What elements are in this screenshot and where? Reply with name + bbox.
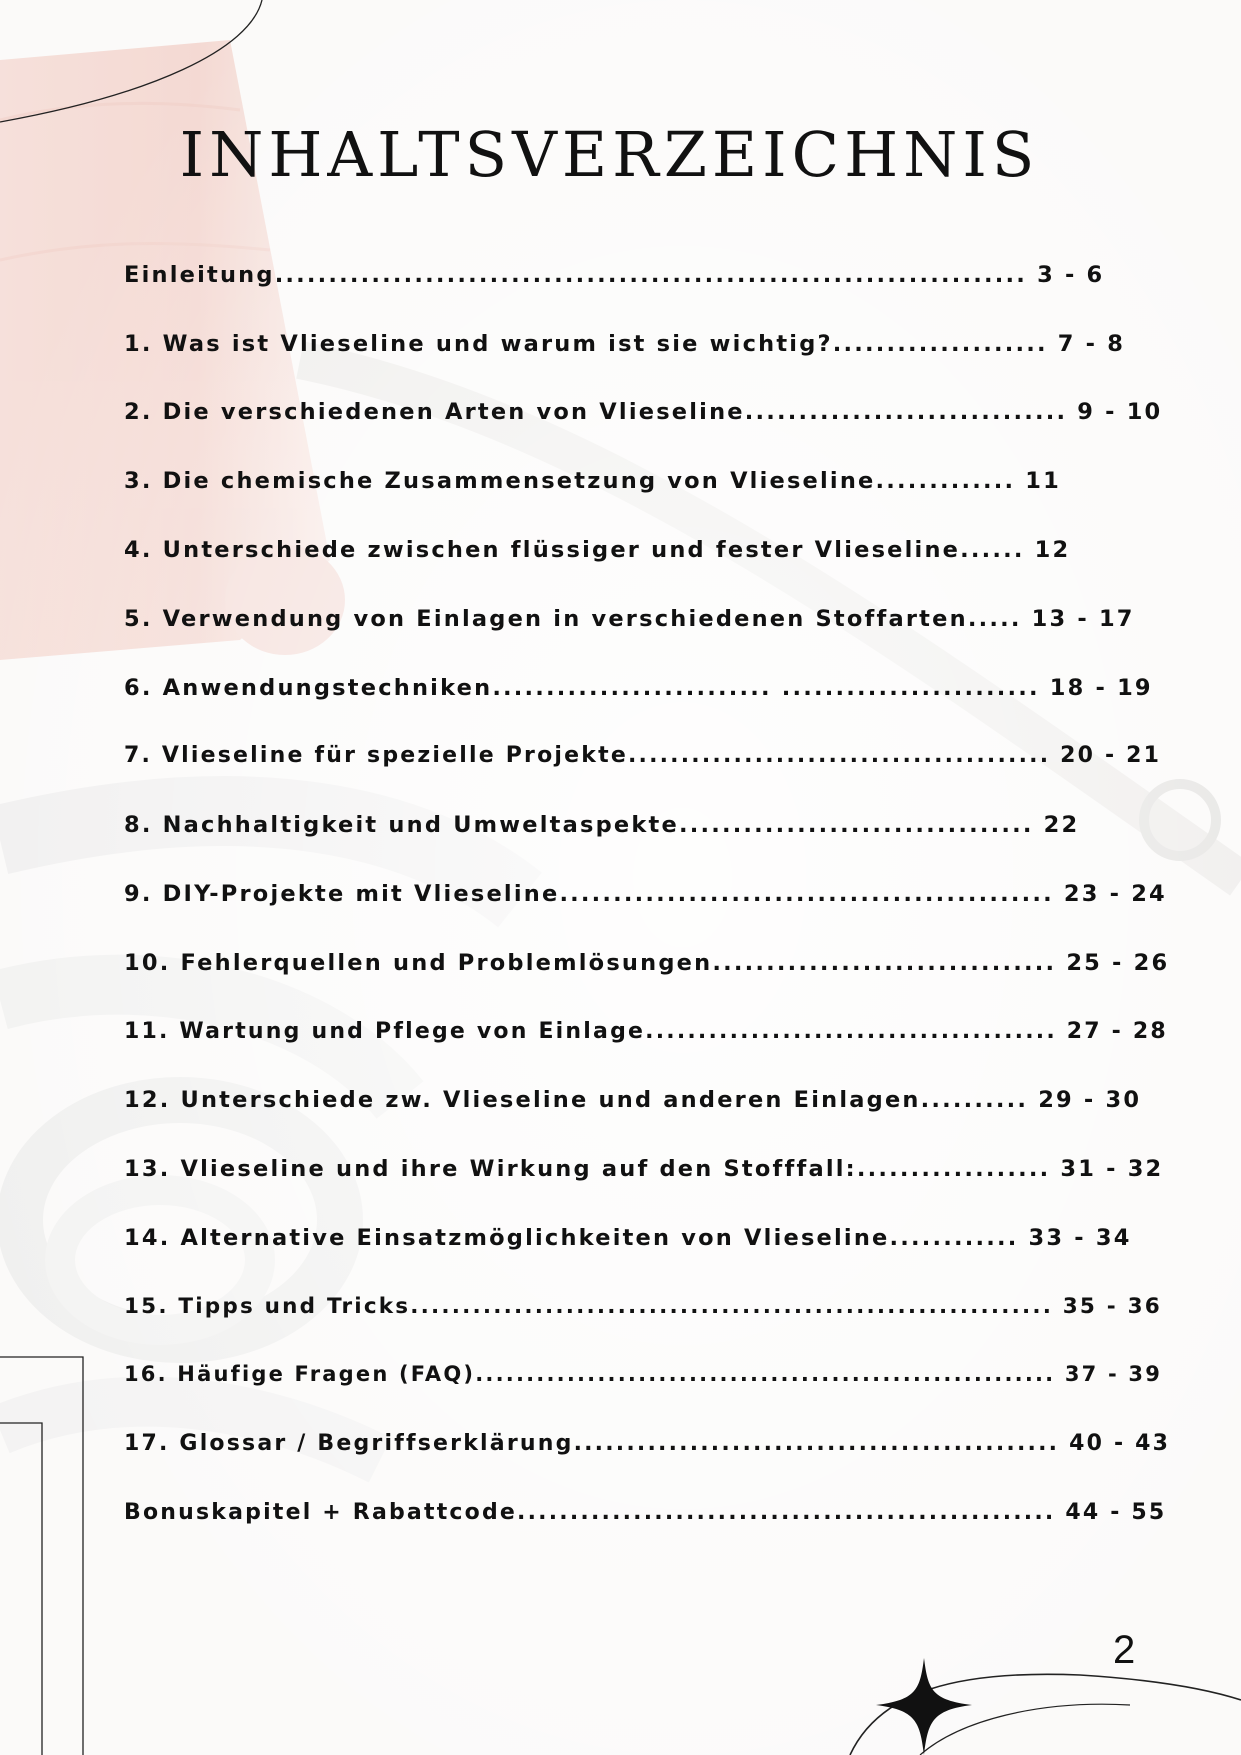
toc-entry-label: Bonuskapitel + Rabattcode [124, 1500, 518, 1525]
toc-entry-pages: 25 - 26 [1066, 950, 1170, 976]
toc-entry [124, 1019, 1168, 1044]
toc-entry-pages: 9 - 10 [1077, 399, 1163, 425]
toc-entry-label: 13. Vlieseline und ihre Wirkung auf den Stofffall: [124, 1156, 857, 1182]
toc-entry-label: 4. Unterschiede zwischen flüssiger und fester Vlieseline [124, 537, 961, 563]
toc-entry-label: 3. Die chemische Zusammensetzung von Vlieseline [124, 468, 876, 494]
toc-entry-label: 7. Vlieseline für spezielle Projekte [124, 743, 628, 768]
toc-entry-pages: 12 [1034, 537, 1071, 563]
toc-entry-pages: 7 - 8 [1057, 331, 1126, 357]
toc-entry-pages: 37 - 39 [1064, 1362, 1163, 1386]
toc-entry [124, 468, 1061, 494]
toc-entry-pages: 22 [1043, 812, 1080, 838]
toc-entry-leader: ............. [875, 468, 1016, 494]
toc-entry [124, 881, 1167, 907]
page-title: INHALTSVERZEICHNIS [179, 118, 1040, 191]
toc-entry-leader: ........................................ [627, 743, 1051, 768]
toc-entry-label: 14. Alternative Einsatzmöglichkeiten von Vlieseline [124, 1225, 890, 1251]
toc-entry-label: 12. Unterschiede zw. Vlieseline und anderen Einlagen [124, 1087, 921, 1113]
toc-entry-label: 6. Anwendungstechniken [124, 675, 493, 701]
toc-entry-pages: 18 - 19 [1049, 675, 1153, 701]
toc-entry-label: Einleitung [124, 262, 275, 288]
toc-entry-label: 8. Nachhaltigkeit und Umweltaspekte [124, 812, 679, 838]
toc-entry [124, 743, 1161, 768]
toc-entry-label: 16. Häufige Fragen (FAQ) [124, 1362, 476, 1386]
toc-entry [124, 1225, 1132, 1251]
toc-entry [124, 812, 1079, 838]
toc-entry-leader: .............................. [744, 399, 1068, 425]
toc-entry [124, 399, 1162, 425]
toc-entry-leader: .......... [920, 1087, 1029, 1113]
toc-entry-label: 5. Verwendung von Einlagen in verschiedenen Stoffarten [124, 606, 968, 632]
toc-entry-label: 1. Was ist Vlieseline und warum ist sie wichtig? [124, 331, 833, 357]
toc-entry-leader: ................................................... [517, 1500, 1056, 1525]
toc-entry-pages: 27 - 28 [1066, 1019, 1168, 1044]
toc-entry [124, 1294, 1162, 1319]
toc-entry-pages: 3 - 6 [1037, 262, 1105, 288]
toc-entry-label: 15. Tipps und Tricks [124, 1294, 411, 1319]
toc-entry [124, 1087, 1141, 1113]
toc-entry-leader: ......................................................... [475, 1362, 1056, 1386]
toc-entry-pages: 33 - 34 [1028, 1225, 1132, 1251]
toc-entry-pages: 20 - 21 [1060, 743, 1162, 768]
toc-entry-leader: ................................ [712, 950, 1057, 976]
toc-entry [124, 1431, 1170, 1456]
toc-entry-leader: ..... [967, 606, 1022, 632]
toc-entry-leader: .................. [856, 1156, 1051, 1182]
toc-entry-leader: ............ [889, 1225, 1019, 1251]
toc-entry [124, 675, 1153, 701]
toc-entry [124, 537, 1070, 563]
toc-entry-leader: ...................................................................... [274, 262, 1028, 288]
toc-entry-pages: 31 - 32 [1060, 1156, 1164, 1182]
toc-entry-leader: ....................................... [645, 1019, 1057, 1044]
toc-entry-pages: 40 - 43 [1069, 1431, 1171, 1456]
toc-entry-pages: 44 - 55 [1065, 1500, 1167, 1525]
toc-entry-leader: .............................................. [559, 881, 1054, 907]
toc-entry-pages: 35 - 36 [1062, 1294, 1162, 1319]
page-number: 2 [1113, 1628, 1136, 1672]
toc-entry [124, 1156, 1163, 1182]
toc-entry-leader: ...... [960, 537, 1025, 563]
toc-entry [124, 262, 1104, 288]
toc-entry-label: 17. Glossar / Begriffserklärung [124, 1431, 574, 1456]
toc-entry [124, 331, 1125, 357]
toc-entry-leader: .................... [832, 331, 1048, 357]
toc-entry-label: 10. Fehlerquellen und Problemlösungen [124, 950, 713, 976]
toc-entry-label: 2. Die verschiedenen Arten von Vlieseline [124, 399, 745, 425]
toc-entry-leader: .............................................................. [410, 1294, 1054, 1319]
toc-entry-label: 11. Wartung und Pflege von Einlage [124, 1019, 646, 1044]
toc-entry [124, 1500, 1166, 1525]
toc-entry-leader: ................................. [678, 812, 1034, 838]
toc-entry-label: 9. DIY-Projekte mit Vlieseline [124, 881, 560, 907]
toc-entry [124, 1362, 1162, 1386]
toc-entry-pages: 23 - 24 [1063, 881, 1167, 907]
toc-entry-pages: 29 - 30 [1038, 1087, 1142, 1113]
toc-entry-leader: .......................... ........................ [492, 675, 1040, 701]
toc-entry [124, 950, 1169, 976]
toc-entry [124, 606, 1135, 632]
toc-entry-leader: .............................................. [573, 1431, 1060, 1456]
toc-entry-pages: 13 - 17 [1031, 606, 1135, 632]
toc-entry-pages: 11 [1025, 468, 1062, 494]
